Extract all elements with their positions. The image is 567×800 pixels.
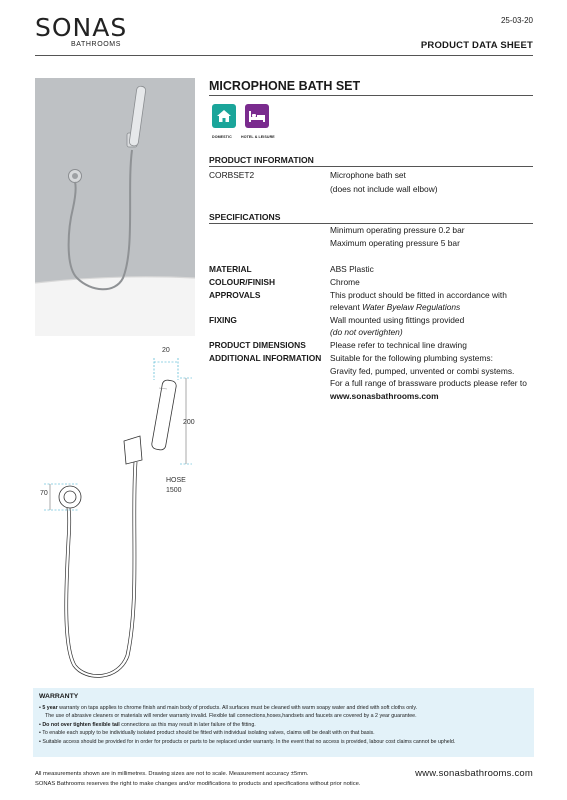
footer-disclaimer: SONAS Bathrooms reserves the right to make changes and/or modifications to products and specifications without prior notice. [35,781,361,787]
sheet-date: 25-03-20 [500,16,533,25]
warranty-box [33,688,534,757]
domestic-label: DOMESTIC [212,135,232,139]
hotel-badge [245,104,269,128]
brand-name: SONAS [35,13,128,42]
warranty-line-3: • Do not over tighten flexible tail connections as this may result in later failure of the fitting. [39,721,256,728]
brand-sub: BATHROOMS [71,41,121,48]
header-divider [35,55,533,56]
hose-label-1: HOSE [166,477,186,484]
additional-line-3: For a full range of brassware products please refer to [330,378,527,388]
product-info-divider [209,166,533,167]
fixing-line-1: Wall mounted using fittings provided [330,315,465,325]
specifications-heading: SPECIFICATIONS [209,212,281,222]
warranty-no-overtighten: Do not over tighten flexible tail [42,721,120,728]
material-value: ABS Plastic [330,264,374,274]
warranty-line-5-text: Suitable access should be provided for in order for products or parts to be replaced under warranty. In the event that no access is provided, labour cost claims cannot be upheld. [42,738,456,745]
warranty-line-4-text: To enable each supply to be individually isolated product should be fitted with individual isolating valves, claims will be dealt with on that basis. [42,730,375,737]
spec-min-pressure: Minimum operating pressure 0.2 bar [330,225,465,235]
approvals-line-2 [330,302,460,312]
technical-drawing [30,340,215,690]
footer-url[interactable]: www.sonasbathrooms.com [415,768,533,779]
specifications-divider [209,223,533,224]
hose-label-2: 1500 [166,487,182,494]
colour-label: COLOUR/FINISH [209,277,276,287]
house-icon [212,104,236,128]
width-dimension-label: 20 [162,347,170,354]
warranty-line-3-text: connections as this may result in later failure of the fitting. [119,721,256,728]
material-label: MATERIAL [209,264,252,274]
fixing-line-2: (do not overtighten) [330,327,403,337]
product-title: MICROPHONE BATH SET [209,79,361,93]
additional-line-2: Gravity fed, pumped, unvented or combi systems. [330,366,515,376]
warranty-line-5: • Suitable access should be provided for in order for products or parts to be replaced under warranty. In the event that no access is provided, labour cost claims cannot be upheld. [39,738,456,745]
sheet-title: PRODUCT DATA SHEET [420,40,533,51]
product-desc-1: Microphone bath set [330,170,406,180]
footer-measurements: All measurements shown are in millimetres. Drawing sizes are not to scale. Measurement accuracy ±5mm. [35,771,309,777]
warranty-line-1-text: warranty on taps applies to chrome finish and main body of products. All surfaces must be cleaned with warm soapy water and dried with soft cloths only. [57,705,418,711]
title-divider [209,95,533,96]
domestic-badge [212,104,236,128]
dimensions-label: PRODUCT DIMENSIONS [209,340,306,350]
approvals-relevant: relevant [330,302,363,312]
additional-url[interactable]: www.sonasbathrooms.com [330,391,439,401]
height-dimension-label: 200 [183,419,195,426]
approvals-line-1: This product should be fitted in accordance with [330,290,507,300]
warranty-line-2: The use of abrasive cleaners or materials will render warranty invalid. Flexible tail connections,hoses,handsets and faucets are covered by a 2 year guarantee. [45,713,417,720]
outlet-dimension-label: 70 [40,490,48,497]
warranty-title: WARRANTY [39,693,79,700]
brand-logo [35,13,128,48]
product-desc-2: (does not include wall elbow) [330,184,438,194]
bed-icon [245,104,269,128]
additional-label: ADDITIONAL INFORMATION [209,353,322,363]
warranty-line-4: • To enable each supply to be individually isolated product should be fitted with individual isolating valves, claims will be dealt with on that basis. [39,730,375,737]
spec-max-pressure: Maximum operating pressure 5 bar [330,238,460,248]
product-info-heading: PRODUCT INFORMATION [209,155,314,165]
colour-value: Chrome [330,277,360,287]
fixing-label: FIXING [209,315,237,325]
hotel-label: HOTEL & LEISURE [241,135,275,139]
approvals-label: APPROVALS [209,290,261,300]
product-photo [35,78,195,336]
warranty-5-year: 5 year [42,705,58,711]
additional-line-1: Suitable for the following plumbing systems: [330,353,493,363]
product-code: CORBSET2 [209,170,255,180]
warranty-line-1: • 5 year warranty on taps applies to chrome finish and main body of products. All surfaces must be cleaned with warm soapy water and dried with soft cloths only. [39,705,418,711]
dimensions-value: Please refer to technical line drawing [330,340,467,350]
approvals-regulations: Water Byelaw Regulations [362,302,461,312]
